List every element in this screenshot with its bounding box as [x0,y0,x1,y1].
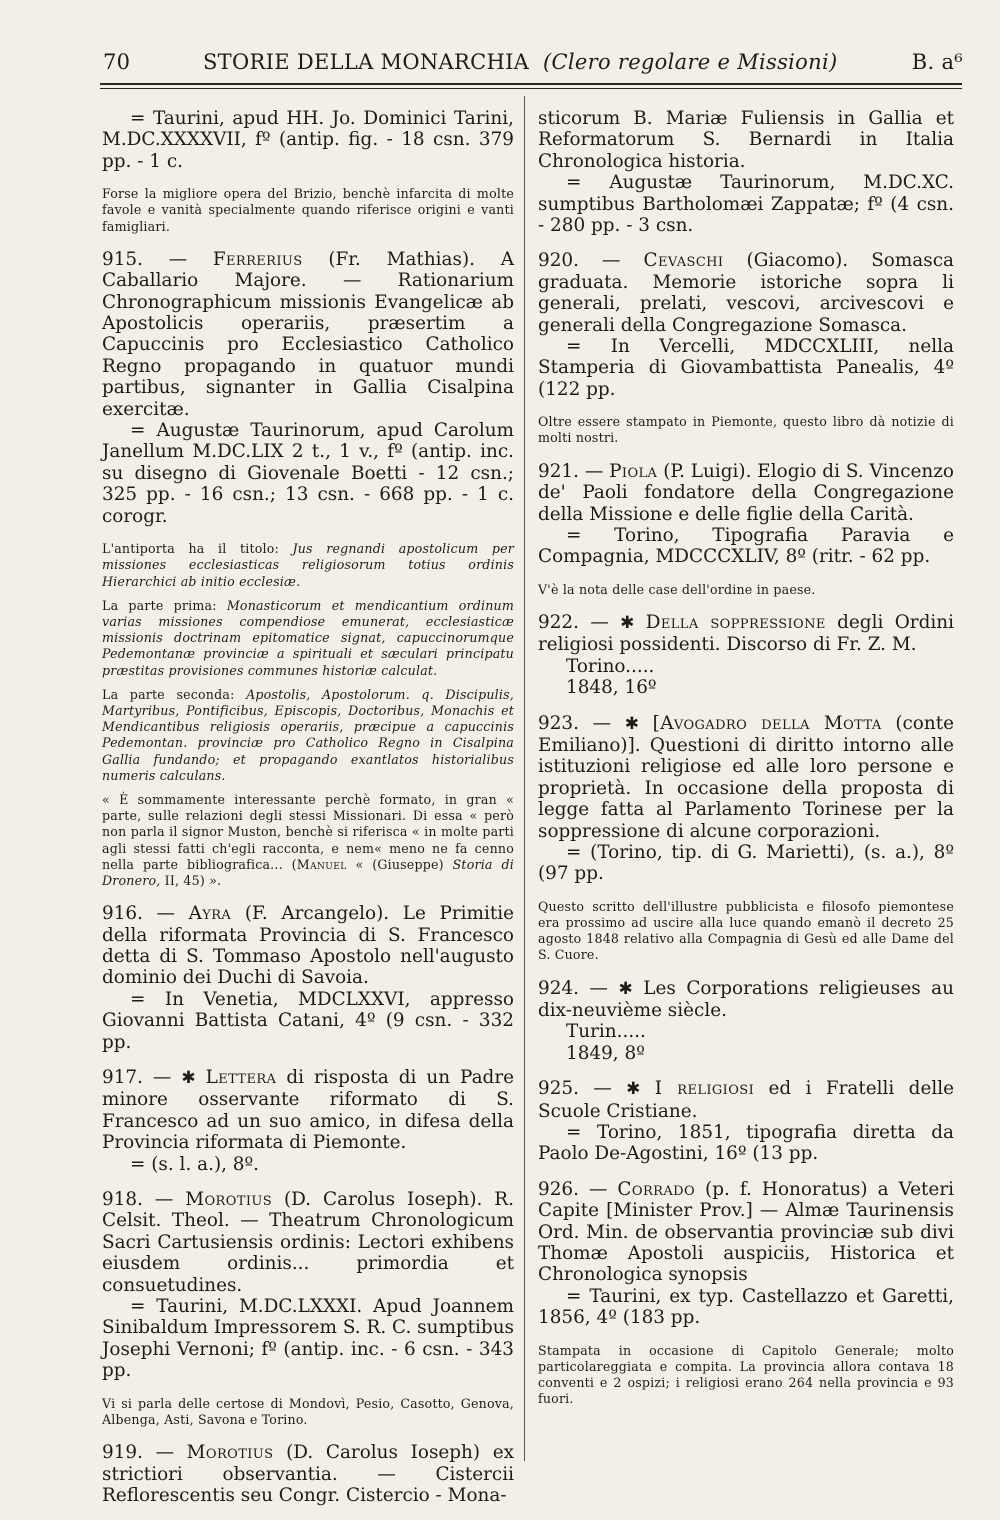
entry-919 [102,1442,514,1506]
note-921 [538,582,954,598]
entry-title: (D. Carolus Ioseph). R. Celsit. Theol. — Theatrum Chronologicum Sacri Cartusiensis ordinis: Lectori exhibens eiusdem ordinis... primordia et consuetudines. [102,1189,514,1296]
entry-title: degli Ordini religiosi possidenti. Discorso di Fr. Z. M. [538,611,954,656]
note-text: La parte seconda: [102,686,247,702]
note-text: « (Giuseppe) [346,856,453,872]
entry-number: 921. — [538,460,604,482]
entry-number: 917. — [102,1067,172,1089]
imprint-date: 1848, 16º [566,677,657,699]
header-rule-thin [100,88,962,89]
note-text: Vi si parla delle certose di Mondovì, Pesio, Casotto, Genova, Albenga, Asti, Savona e Torino. [102,1395,514,1427]
entry-924 [538,978,954,1065]
asterisk-icon: ✱ [618,978,633,999]
signature-mark: B. a⁶ [911,50,963,74]
entry-number: 915. — [102,248,188,270]
entry-title: (p. f. Honoratus) a Veteri Capite [Minister Prov.] — Almæ Taurinensis Ord. Min. de observantia provinciæ sub divi Thomæ Apostoli auspiciis, Historica et Chronologica synopsis [538,1178,954,1286]
running-header [103,50,963,82]
imprint: = Augustæ Taurinorum, M.DC.XC. sumptibus Bartholomæi Zappatæ; fº (4 csn. - 280 pp. - 3 csn. [538,172,954,237]
note-paragraph [102,792,514,889]
asterisk-icon: ✱ [620,612,635,633]
header-rule [100,83,962,85]
note-915 [102,541,514,889]
entry-title: di risposta di un Padre minore osservante riformato di S. Francesco ad un suo amico, in difesa della Provincia riformata di Piemonte. [102,1067,514,1154]
entry-author: Della soppressione [645,611,826,633]
imprint: = Augustæ Taurinorum, apud Carolum Janellum M.DC.LIX 2 t., 1 v., fº (antip. inc. su disegno di Giovenale Boetti - 12 csn.; 325 pp. - 16 csn.; 13 csn. - 668 pp. - 1 c. corogr. [102,420,514,527]
entry-title: sticorum B. Mariæ Fuliensis in Gallia et Reformatorum S. Bernardi in Italia Chronologica historia. [538,108,954,172]
entry-925 [538,1078,954,1165]
entry-author: Morotius [185,1189,273,1211]
entry-number: 916. — [102,903,175,925]
entry-author: Cevaschi [643,250,724,272]
entry-number: 919. — [102,1442,174,1464]
note-920 [538,414,954,446]
imprint: = Taurini, M.DC.LXXXI. Apud Joannem Sinibaldum Impressorem S. R. C. sumptibus Josephi Vernoni; fº (antip. inc. - 6 csn. - 343 pp. [102,1296,514,1382]
note-text: II, 45) ». [160,872,222,888]
imprint: = Taurini, ex typ. Castellazzo et Garetti, 1856, 4º (183 pp. [538,1285,954,1329]
entry-title: (P. Luigi). Elogio di S. Vincenzo de' Paoli fondatore della Congregazione della Missione e delle figlie della Carità. [538,460,955,525]
note-text: V'è la nota delle case dell'ordine in paese. [538,581,816,597]
entry-919-continuation [538,108,954,236]
running-subtitle: (Clero regolare e Missioni) [543,50,838,74]
running-title: STORIE DELLA MONARCHIA [203,50,530,74]
note-text: Oltre essere stampato in Piemonte, questo libro dà notizie di molti nostri. [538,414,954,446]
note-918 [102,1396,514,1428]
note-text: La parte prima: [102,597,227,613]
entry-914-continuation [102,108,514,172]
entry-title: (Giacomo). Somasca graduata. Memorie istoriche sopra li generali, prelati, vescovi, arcivescovi e generali della Congregazione Somasca. [538,250,954,336]
imprint-place: Torino..... [566,655,655,677]
entry-title: (F. Arcangelo). Le Primitie della riformata Provincia di S. Francesco detta di S. Tommaso Apostolo nell'augusto dominio dei Duchi di Savoia. [102,903,514,989]
entry-number: 924. — [538,977,608,999]
entry-number: 926. — [538,1178,608,1200]
entry-title: (D. Carolus Ioseph) ex strictiori observantia. — Cistercii Reflorescentis seu Congr. Cistercio - Mona- [102,1442,514,1506]
entry-926 [538,1179,954,1329]
imprint-place: Turin..... [566,1021,646,1043]
asterisk-icon: ✱ [626,1079,641,1100]
entry-917 [102,1067,514,1175]
note-quote: Jus regnandi apostolicum per missiones ecclesiasticas religiosorum totius ordinis Hierarchici ab initio ecclesiæ. [102,541,514,589]
note-paragraph [102,598,514,679]
imprint: = Torino, 1851, tipografia diretta da Paolo De-Agostini, 16º (13 pp. [538,1122,954,1165]
note-923 [538,899,954,964]
entry-title: (conte Emiliano)]. Questioni di diritto intorno alle istituzioni religiose ed alle loro persone e proprietà. In occasione della proposta di legge fatta al Parlamento Torinese per la soppressione di alcune corporazioni. [538,712,954,842]
left-column [102,108,514,1520]
entry-author: Ayra [188,903,232,925]
entry-number: 920. — [538,250,621,272]
imprint: = Taurini, apud HH. Jo. Dominici Tarini, M.DC.XXXXVII, fº (antip. fig. - 18 csn. 379 pp. - 1 c. [102,108,514,172]
note-text: « È sommamente interessante perchè formato, in gran « parte, sulle relazioni degli stessi Missionari. Di essa « però non parla il signor Muston, benchè si riferisca « in molte parti agli stessi fatti ch'egli racconta, e nem« meno ne fa cenno nella parte bibliografica... ( [102,791,514,872]
page-number: 70 [103,50,131,74]
entry-author: Ferrerius [212,248,303,270]
imprint: = (Torino, tip. di G. Marietti), (s. a.), 8º (97 pp. [538,841,954,885]
entry-author: Lettera [205,1067,277,1089]
entry-author: I religiosi [654,1078,755,1100]
entry-921 [538,461,954,568]
entry-author: Corrado [617,1178,695,1200]
entry-number: 918. — [102,1189,174,1211]
entry-number: 923. — [538,712,612,734]
note-author: Manuel [296,856,347,872]
entry-author: Piola [609,460,658,482]
note-quote: Apostolis, Apostolorum. q. Discipulis, Martyribus, Pontificibus, Episcopis, Doctoribus, Monachis et Mendicantibus religiosis operariis, præcipue a capuccinis Pedemontan. provinciæ pro Catholico Regno in Cisalpina Gallia fundando; et propagando exantlatos historialibus numeris calculans. [102,686,514,783]
note-text: Stampata in occasione di Capitolo Generale; molto particolareggiata e compita. La provincia allora contava 18 conventi e 2 ospizi; i religiosi erano 264 nella provincia e 93 fuori. [538,1342,954,1407]
entry-title: ed i Fratelli delle Scuole Cristiane. [538,1078,954,1122]
entry-number: 922. — [538,611,609,633]
note-source: Storia di Dronero, [102,856,514,888]
entry-title: Les Corporations religieuses au dix-neuvième siècle. [538,977,954,1022]
entry-915 [102,249,514,527]
entry-title: (Fr. Mathias). A Caballario Majore. — Rationarium Chronographicum missionis Evangelicæ ab Apostolicis operariis, præsertim a Capuccinis pro Ecclesiastico Catholico Regno propagando in quatuor mundi partibus, signanter in Gallia Cisalpina exercitæ. [102,248,514,420]
entry-922 [538,612,954,699]
entry-920 [538,250,954,400]
entry-923 [538,713,954,885]
imprint: = Torino, Tipografia Paravia e Compagnia, MDCCCXLIV, 8º (ritr. - 62 pp. [538,524,954,568]
note-paragraph [102,541,514,590]
entry-number: 925. — [538,1078,612,1100]
imprint: = (s. l. a.), 8º. [130,1153,260,1175]
note-paragraph [102,687,514,784]
note-text: Questo scritto dell'illustre pubblicista e filosofo piemontese era prossimo ad uscire alla luce quando emanò il decreto 25 agosto 1848 relativo alla Compagnia di Gesù ed alle Dame del S. Cuore. [538,898,954,963]
note-926 [538,1343,954,1408]
entry-author: Morotius [186,1442,274,1464]
column-divider [524,96,525,1461]
entry-author: [Avogadro della Motta [652,712,882,734]
note-quote: Monasticorum et mendicantium ordinum varias missiones compendiose emunerat, ecclesiasticæ missionis doctrinam epitomatice signat, capuccinorumque Pedemontanæ provinciæ a spirituali et sæculari principatu præstitas provisiones communes historiæ calculat. [102,597,514,678]
note-914 [102,186,514,235]
imprint-date: 1849, 8º [566,1042,645,1064]
entry-916 [102,903,514,1053]
asterisk-icon: ✱ [624,713,639,734]
note-text: Forse la migliore opera del Brizio, benchè infarcita di molte favole e vanità specialmente quando riferisce origini e vanti famigliari. [102,186,514,234]
right-column [538,108,954,1422]
imprint: = In Venetia, MDCLXXVI, appresso Giovanni Battista Catani, 4º (9 csn. - 332 pp. [102,988,514,1053]
imprint: = In Vercelli, MDCCXLIII, nella Stamperia di Giovambattista Panealis, 4º (122 pp. [538,336,954,400]
note-text: L'antiporta ha il titolo: [102,541,293,557]
asterisk-icon: ✱ [181,1068,196,1089]
entry-918 [102,1189,514,1382]
